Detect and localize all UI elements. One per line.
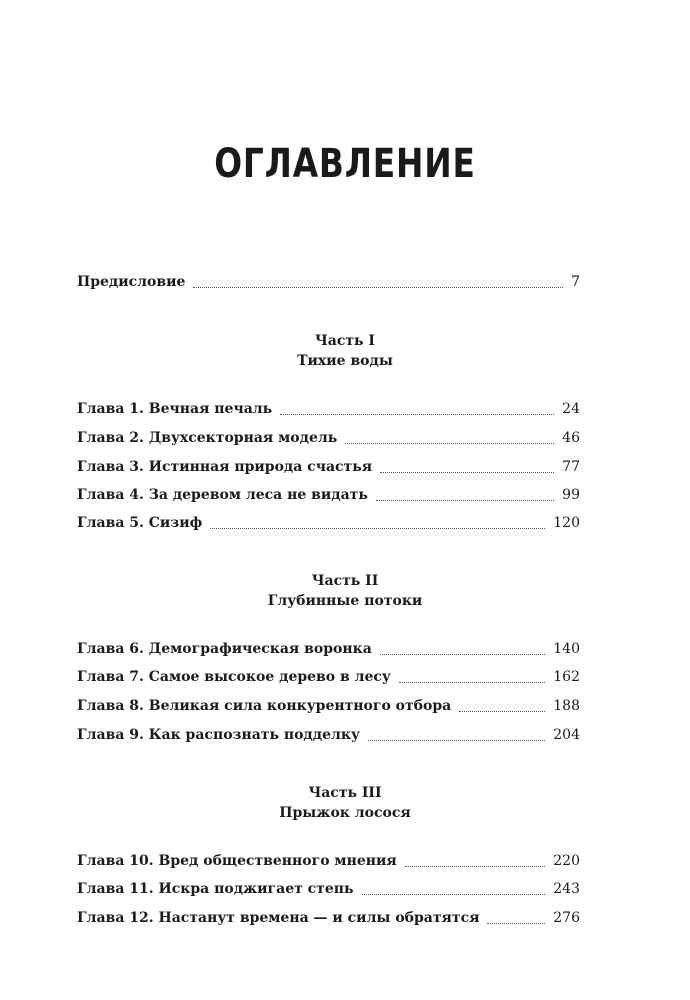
- toc-entry-label: Глава 7. Самое высокое дерево в лесу: [77, 669, 391, 685]
- part-number: Часть III: [308, 785, 382, 801]
- toc-entry-label: Глава 6. Демографическая воронка: [77, 641, 372, 657]
- page-title: ОГЛАВЛЕНИЕ: [214, 141, 476, 187]
- toc-entry-page: 46: [562, 430, 580, 446]
- toc-entry-page: 7: [571, 274, 580, 290]
- toc-entry-label: Глава 2. Двухсекторная модель: [77, 430, 338, 446]
- dot-leader: [459, 707, 545, 712]
- toc-entry[interactable]: [77, 879, 580, 899]
- toc-entry-page: 220: [553, 853, 580, 869]
- dot-leader: [376, 496, 554, 501]
- toc-entry[interactable]: [77, 667, 580, 687]
- part-number: Часть I: [315, 333, 375, 349]
- part-name: Глубинные потоки: [267, 593, 423, 609]
- dot-leader: [210, 524, 545, 529]
- dot-leader: [368, 736, 545, 741]
- toc-entry-label: Глава 8. Великая сила конкурентного отбора: [77, 698, 452, 714]
- toc-entry-label: Глава 4. За деревом леса не видать: [77, 487, 368, 503]
- toc-entry-page: 188: [553, 698, 580, 714]
- toc-entry[interactable]: [77, 725, 580, 745]
- toc-entry-label: Глава 11. Искра поджигает степь: [77, 881, 354, 897]
- dot-leader: [487, 919, 545, 924]
- dot-leader: [345, 439, 554, 444]
- toc-entry[interactable]: [77, 399, 580, 419]
- toc-entry-page: 140: [553, 641, 580, 657]
- toc-entry-preface[interactable]: [77, 272, 580, 292]
- toc-entry-page: 204: [553, 727, 580, 743]
- toc-entry-page: 77: [562, 459, 580, 475]
- dot-leader: [362, 890, 546, 895]
- toc-entry-label: Предисловие: [77, 274, 186, 290]
- toc-entry-label: Глава 3. Истинная природа счастья: [77, 459, 373, 475]
- toc-entry-label: Глава 5. Сизиф: [77, 515, 203, 531]
- toc-entry-label: Глава 9. Как распознать подделку: [77, 727, 360, 743]
- toc-entry[interactable]: [77, 851, 580, 871]
- toc-entry-page: 99: [562, 487, 580, 503]
- part-name: Прыжок лосося: [279, 805, 411, 821]
- dot-leader: [399, 678, 545, 683]
- toc-entry-page: 243: [553, 881, 580, 897]
- part-number: Часть II: [311, 573, 379, 589]
- dot-leader: [193, 283, 563, 288]
- toc-entry-label: Глава 1. Вечная печаль: [77, 401, 273, 417]
- part-name: Тихие воды: [297, 353, 393, 369]
- toc-entry-label: Глава 12. Настанут времена — и силы обратятся: [77, 910, 480, 926]
- toc-entry-page: 24: [562, 401, 580, 417]
- dot-leader: [380, 650, 545, 655]
- toc-entry[interactable]: [77, 428, 580, 448]
- toc-entry[interactable]: [77, 513, 580, 533]
- toc-entry[interactable]: [77, 696, 580, 716]
- toc-entry-page: 120: [553, 515, 580, 531]
- toc-entry[interactable]: [77, 485, 580, 505]
- dot-leader: [280, 410, 554, 415]
- toc-entry[interactable]: [77, 908, 580, 928]
- toc-entry[interactable]: [77, 457, 580, 477]
- dot-leader: [405, 862, 546, 867]
- toc-entry-page: 276: [553, 910, 580, 926]
- toc-entry-page: 162: [553, 669, 580, 685]
- toc-entry[interactable]: [77, 639, 580, 659]
- dot-leader: [380, 468, 554, 473]
- toc-entry-label: Глава 10. Вред общественного мнения: [77, 853, 397, 869]
